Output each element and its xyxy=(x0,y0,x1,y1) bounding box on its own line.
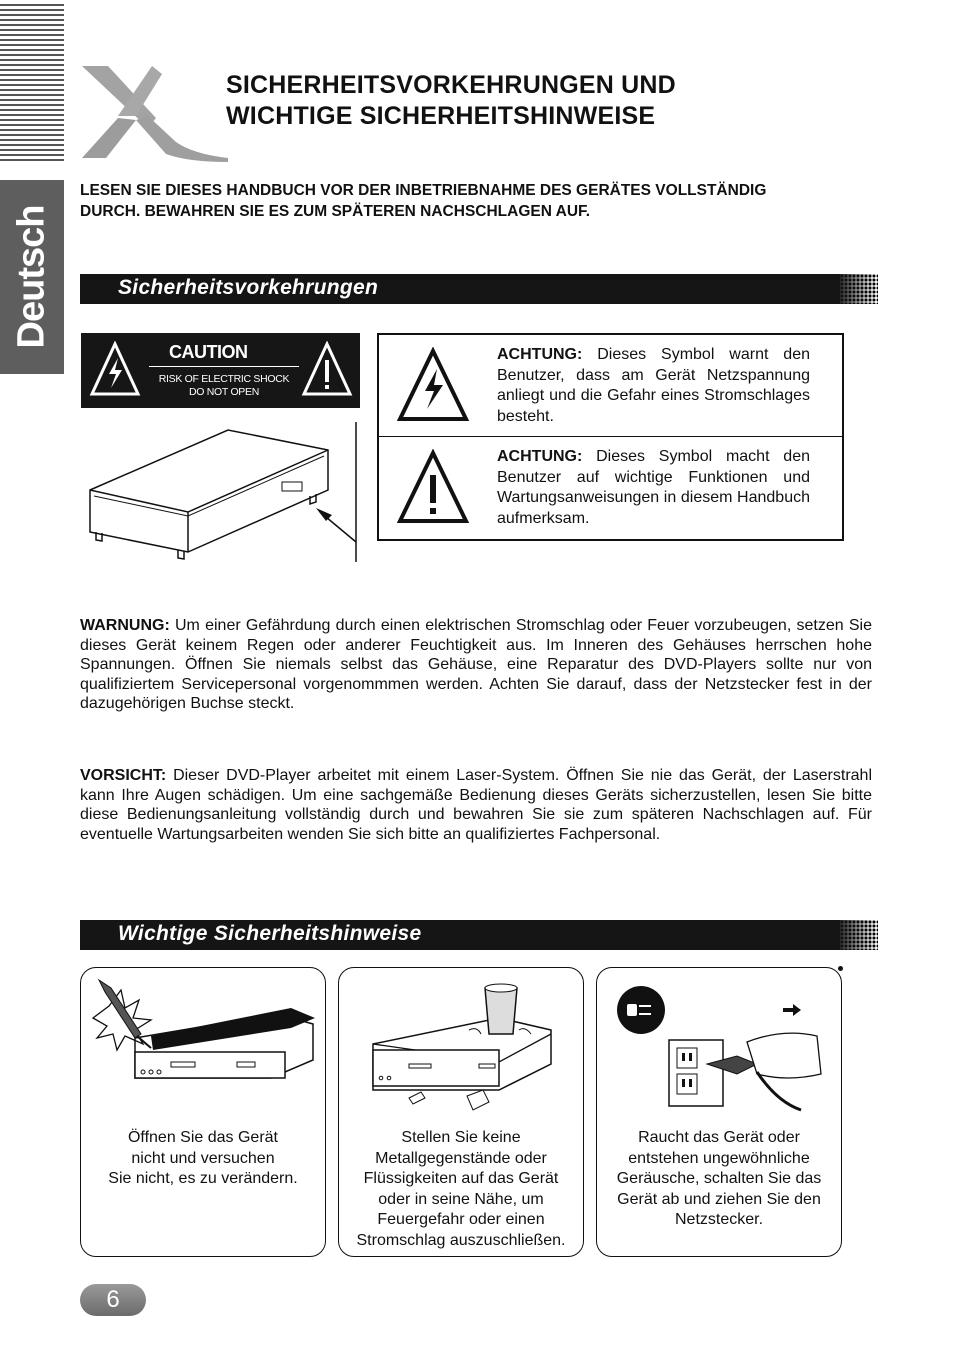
caution-subtext-line: DO NOT OPEN xyxy=(188,386,259,398)
tip-card-do-not-open xyxy=(80,967,326,1257)
intro-line: DURCH. BEWAHREN SIE ES ZUM SPÄTEREN NACHSCHLAGEN AUF. xyxy=(80,203,591,220)
exclamation-warning-icon xyxy=(301,341,353,399)
tip-text-line: entstehen ungewöhnliche xyxy=(628,1149,810,1167)
section-title: Wichtige Sicherheitshinweise xyxy=(118,922,422,945)
unplug-socket-illustration xyxy=(607,978,831,1118)
section-header-important xyxy=(80,920,878,950)
caution-title: CAUTION xyxy=(169,342,248,362)
tip-text xyxy=(85,1128,321,1190)
tip-text-line: Sie nicht, es zu verändern. xyxy=(108,1170,298,1187)
exclamation-warning-icon xyxy=(397,449,469,525)
warning-paragraph xyxy=(80,616,872,714)
page-number-badge xyxy=(80,1284,146,1316)
info-symbol-label: ACHTUNG: xyxy=(497,448,583,465)
page-title-line: SICHERHEITSVORKEHRUNGEN UND xyxy=(226,71,676,99)
symbol-explanation-table xyxy=(377,333,844,541)
tip-text-line: Feuergefahr oder einen xyxy=(377,1211,545,1228)
section-header-precautions xyxy=(80,274,878,304)
tip-text xyxy=(601,1128,837,1231)
info-symbol-row xyxy=(379,437,842,538)
tip-text-line: oder in seine Nähe, um xyxy=(378,1190,544,1208)
halftone-decoration xyxy=(840,274,878,304)
decorative-dot xyxy=(838,966,843,971)
language-tab xyxy=(0,180,64,374)
caution-label-text: VORSICHT: xyxy=(80,767,167,784)
brand-x-logo xyxy=(78,58,230,168)
caution-subtext xyxy=(143,373,305,399)
voltage-symbol-label: ACHTUNG: xyxy=(497,346,583,363)
info-symbol-text: Dieses Symbol macht den Benutzer auf wichtige Funktionen und Wartungsanweisungen in diesem Handbuch aufmerksam. xyxy=(497,448,810,527)
tip-text-line: Flüssigkeiten auf das Gerät xyxy=(363,1170,559,1187)
tip-card-no-liquids xyxy=(338,967,584,1257)
tip-text-line: Raucht das Gerät oder xyxy=(638,1129,800,1146)
caution-paragraph xyxy=(80,766,872,844)
caution-divider xyxy=(149,366,299,367)
halftone-decoration xyxy=(840,920,878,950)
language-label: Deutsch xyxy=(10,205,53,349)
warning-label: WARNUNG: xyxy=(80,617,170,634)
voltage-symbol-row xyxy=(379,335,842,437)
intro-line: LESEN SIE DIESES HANDBUCH VOR DER INBETRIEBNAHME DES GERÄTES VOLLSTÄNDIG xyxy=(80,182,767,199)
info-symbol-description xyxy=(497,447,810,529)
tip-text-line: nicht und versuchen xyxy=(131,1149,275,1167)
tip-card-unplug xyxy=(596,967,842,1257)
tip-text-line: Gerät ab und ziehen Sie den xyxy=(617,1190,821,1208)
warning-text: Um einer Gefährdung durch einen elektrischen Stromschlag oder Feuer vorzubeugen, setzen Sie dieses Gerät keinem Regen oder anderer Feuchtigkeit aus. Im Inneren des Gehäuses herrschen hohe Spannungen. Öffnen Sie niemals selbst das Gehäuse, eine Reparatur des DVD-Players sollte nur von qualifiziertem Servicepersonal vorgenommmen werden. Achten Sie darauf, dass der Netzstecker fest in der dazugehörigen Buchse steckt. xyxy=(80,617,872,712)
screwdriver-device-illustration xyxy=(91,978,315,1088)
caution-label xyxy=(81,333,360,408)
tip-text-line: Stromschlag auszuschließen. xyxy=(356,1231,566,1249)
page-number: 6 xyxy=(106,1286,120,1313)
dvd-player-illustration xyxy=(88,420,368,565)
glass-on-device-illustration xyxy=(349,978,573,1118)
decorative-stripes xyxy=(0,4,64,162)
page-title xyxy=(226,70,866,132)
section-title: Sicherheitsvorkehrungen xyxy=(118,276,379,299)
lightning-warning-icon xyxy=(89,341,141,399)
tip-text-line: Geräusche, schalten Sie das xyxy=(616,1170,822,1187)
tip-text xyxy=(343,1128,579,1251)
lightning-warning-icon xyxy=(397,347,469,423)
intro-notice xyxy=(80,180,880,222)
tip-text-line: Metallgegenstände oder xyxy=(375,1149,547,1167)
caution-text: Dieser DVD-Player arbeitet mit einem Laser-System. Öffnen Sie nie das Gerät, der Laserstrahl kann Ihre Augen schädigen. Um eine sachgemäße Bedienung dieses Geräts sicherzustellen, lesen Sie bitte diese Bedienungsanleitung vollständig durch und bewahren Sie sie zum späteren Nachschlagen auf. Für eventuelle Wartungsarbeiten wenden Sie sich bitte an qualifiziertes Fachpersonal. xyxy=(80,767,872,843)
page-title-line: WICHTIGE SICHERHEITSHINWEISE xyxy=(226,102,656,130)
tip-text-line: Öffnen Sie das Gerät xyxy=(127,1129,278,1146)
tip-text-line: Stellen Sie keine xyxy=(401,1129,521,1146)
caution-subtext-line: RISK OF ELECTRIC SHOCK xyxy=(158,373,290,385)
voltage-symbol-description xyxy=(497,345,810,427)
voltage-symbol-text: Dieses Symbol warnt den Benutzer, dass am Gerät Netzspannung anliegt und die Gefahr eines Stromschlages besteht. xyxy=(497,346,810,425)
tip-text-line: Netzstecker. xyxy=(674,1211,764,1228)
